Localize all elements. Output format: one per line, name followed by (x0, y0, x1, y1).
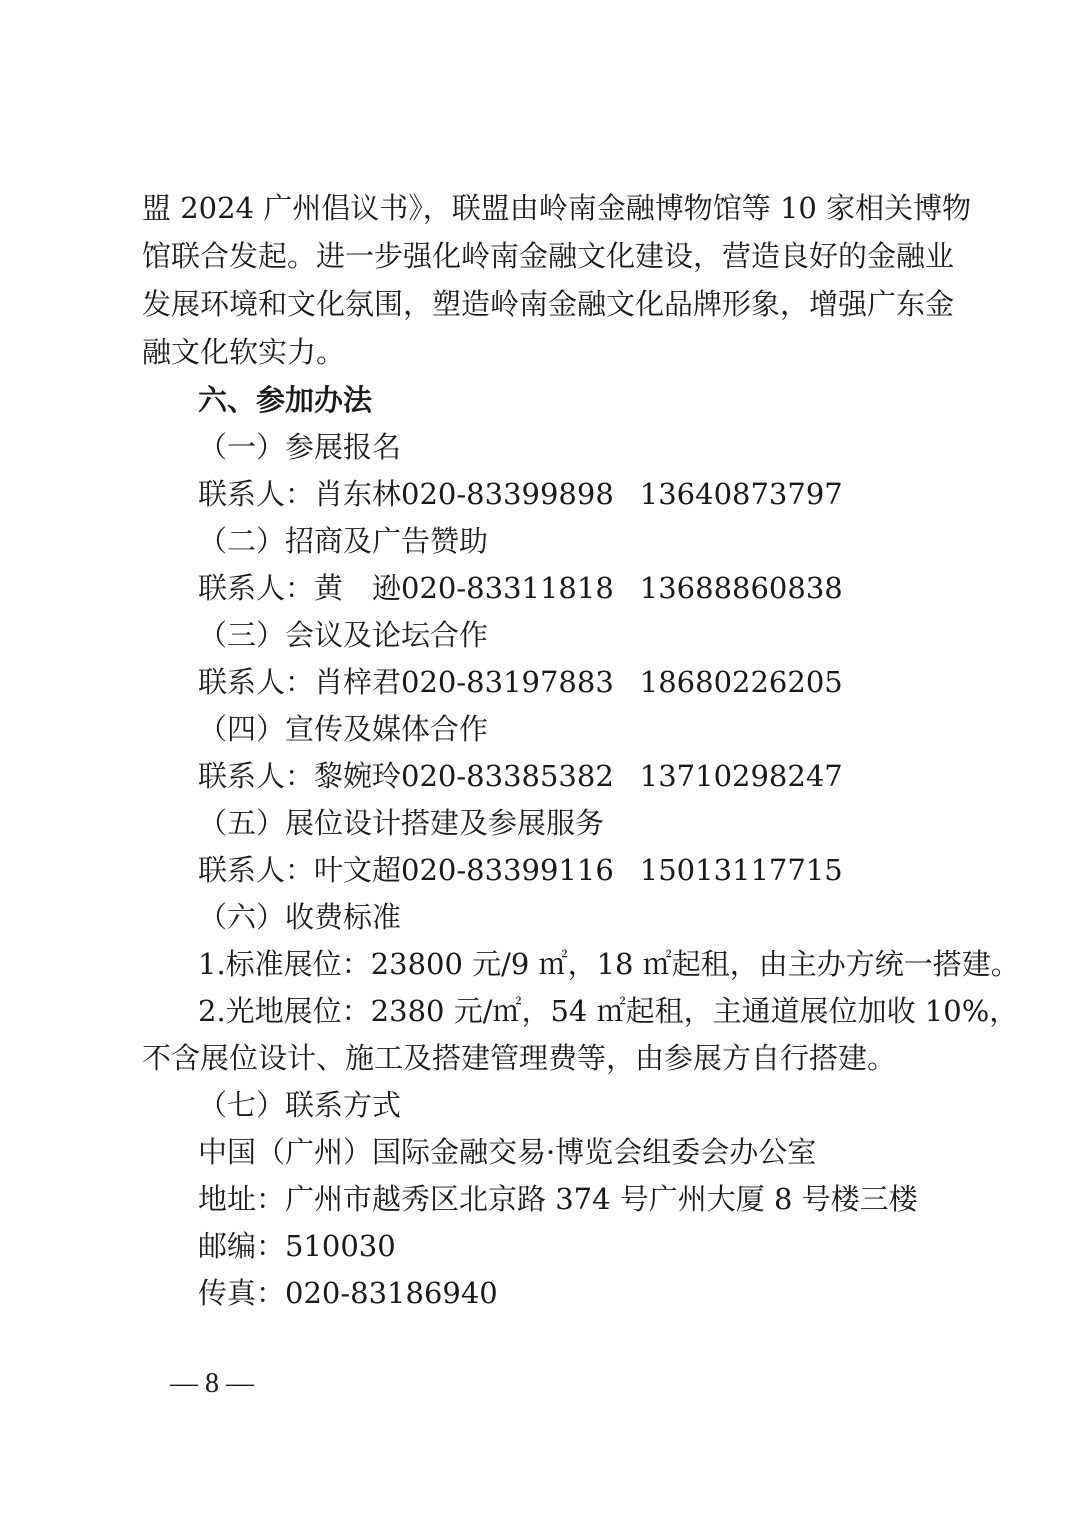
contact-name-2: 联系人：黄 逊 (198, 571, 402, 605)
fee-item-1: 1.标准展位：23800 元/9 ㎡，18 ㎡起租，由主办方统一搭建。 (198, 947, 1020, 981)
postcode: 邮编：510030 (198, 1229, 396, 1263)
intro-line-1: 盟 2024 广州倡议书》，联盟由岭南金融博物馆等 10 家相关博物 (142, 191, 972, 225)
contact-row-1 (198, 474, 843, 514)
subsection-title-5: （五）展位设计搭建及参展服务 (198, 806, 605, 840)
fee-item-2-line-2: 不含展位设计、施工及搭建管理费等，由参展方自行搭建。 (142, 1041, 897, 1075)
fax: 传真：020-83186940 (198, 1276, 498, 1310)
subsection-title-7: （七）联系方式 (198, 1088, 402, 1122)
subsection-title-2: （二）招商及广告赞助 (198, 524, 489, 558)
page-number: — 8 — (170, 1368, 254, 1399)
contact-phone-1: 020-83399898 (401, 477, 614, 511)
section-heading: 六、参加办法 (198, 383, 373, 417)
contact-name-5: 联系人：叶文超 (198, 853, 402, 887)
intro-line-2: 馆联合发起。进一步强化岭南金融文化建设，营造良好的金融业 (142, 239, 955, 273)
subsection-title-4: （四）宣传及媒体合作 (198, 712, 489, 746)
contact-name-1: 联系人：肖东林 (198, 477, 402, 511)
contact-row-3 (198, 662, 843, 702)
fee-item-2-line-1: 2.光地展位：2380 元/㎡，54 ㎡起租，主通道展位加收 10%， (198, 994, 1019, 1028)
contact-mobile-2: 13688860838 (639, 571, 843, 605)
subsection-title-1: （一）参展报名 (198, 430, 402, 464)
contact-mobile-4: 13710298247 (639, 759, 843, 793)
contact-row-2 (198, 568, 843, 608)
contact-phone-3: 020-83197883 (401, 665, 614, 699)
contact-row-5 (198, 850, 843, 890)
contact-mobile-5: 15013117715 (639, 853, 843, 887)
organizer-name: 中国（广州）国际金融交易·博览会组委会办公室 (198, 1135, 817, 1169)
contact-phone-5: 020-83399116 (401, 853, 614, 887)
address: 地址：广州市越秀区北京路 374 号广州大厦 8 号楼三楼 (198, 1182, 918, 1216)
contact-phone-2: 020-83311818 (401, 571, 614, 605)
contact-phone-4: 020-83385382 (401, 759, 614, 793)
contact-mobile-3: 18680226205 (639, 665, 843, 699)
contact-row-4 (198, 756, 843, 796)
intro-line-4: 融文化软实力。 (142, 335, 346, 369)
subsection-title-3: （三）会议及论坛合作 (198, 618, 489, 652)
contact-mobile-1: 13640873797 (639, 477, 843, 511)
subsection-title-6: （六）收费标准 (198, 900, 402, 934)
contact-name-3: 联系人：肖梓君 (198, 665, 402, 699)
intro-line-3: 发展环境和文化氛围，塑造岭南金融文化品牌形象，增强广东金 (142, 287, 955, 321)
contact-name-4: 联系人：黎婉玲 (198, 759, 402, 793)
